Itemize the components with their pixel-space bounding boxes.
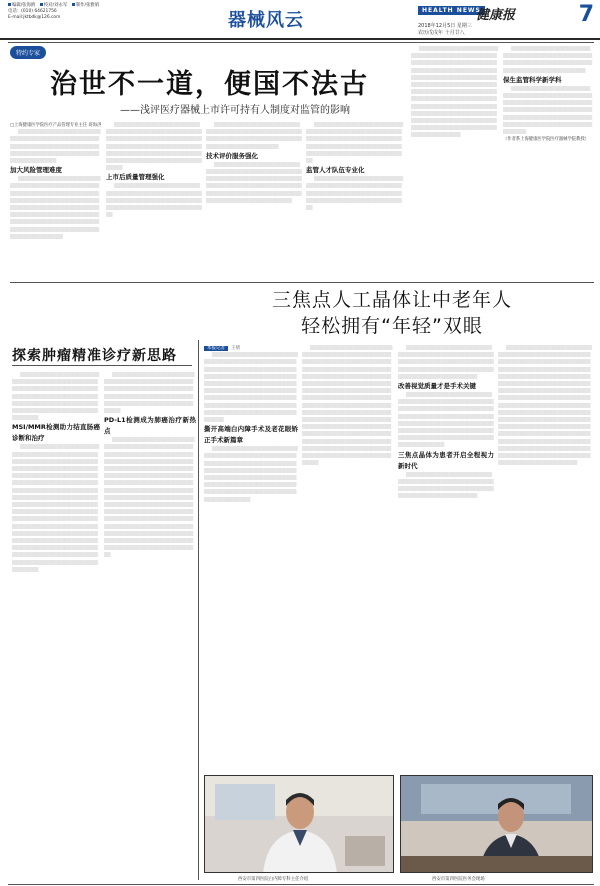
section-divider	[10, 282, 594, 283]
email-text: E-mail:jktbdk@126.com	[8, 15, 61, 20]
article-column	[106, 122, 202, 282]
body-text: ▒▒▒▒▒▒▒▒▒▒▒▒▒▒▒▒▒▒▒▒▒▒▒▒▒▒▒▒▒▒▒▒▒▒▒▒▒▒▒▒▒▒▒▒▒▒▒▒▒▒▒▒▒▒▒▒▒▒▒▒▒▒▒▒▒▒▒▒▒▒▒▒▒▒▒▒▒▒▒▒▒▒▒▒▒▒▒▒▒▒▒▒▒▒▒▒▒▒▒▒▒▒▒	[503, 47, 593, 74]
phone-text: 电话：(010) 64621756	[8, 9, 57, 14]
article-column	[306, 122, 404, 282]
article-column	[398, 345, 494, 770]
conference-image	[401, 776, 593, 873]
lunar-date: 农历戊戌年 十月廿八	[418, 30, 465, 36]
title-underline	[12, 365, 192, 366]
editor-item: 校对/刘永军	[40, 3, 67, 9]
masthead-info	[8, 3, 148, 21]
body-text: ▒▒▒▒▒▒▒▒▒▒▒▒▒▒▒▒▒▒▒▒▒▒▒▒▒▒▒▒▒▒▒▒▒▒▒▒▒▒▒▒▒▒▒▒▒▒▒▒▒▒▒▒▒▒▒▒▒▒▒▒▒▒▒▒▒▒▒▒▒▒▒▒▒▒▒▒▒▒▒▒▒▒▒▒▒▒▒▒▒▒▒▒▒▒▒▒▒▒▒▒▒▒▒▒▒▒▒▒▒▒▒▒▒▒▒▒▒▒▒▒▒▒▒▒▒▒▒▒▒▒▒▒▒▒▒▒▒▒▒▒▒▒▒▒▒▒▒▒▒▒▒▒▒▒▒▒▒▒▒▒▒▒▒▒▒▒▒▒▒▒▒▒▒▒▒▒▒▒▒▒▒▒▒▒▒▒▒▒▒▒▒▒▒▒▒▒▒▒▒▒▒▒▒▒▒▒▒▒▒▒▒▒▒▒▒▒▒▒▒▒▒▒▒▒▒▒▒▒▒▒▒▒▒▒▒▒▒▒▒▒▒▒▒▒▒▒▒▒▒▒▒▒▒▒▒▒▒▒▒▒▒▒▒▒▒▒▒▒▒▒▒▒▒▒▒▒▒▒▒▒▒▒▒▒▒▒▒▒▒▒▒▒▒▒▒▒▒▒▒▒▒▒▒▒▒▒▒▒▒▒▒▒▒▒▒▒▒▒▒▒▒▒▒▒▒▒▒▒▒▒▒▒▒▒▒▒▒▒▒▒▒▒▒▒▒▒▒▒▒▒▒▒▒▒▒▒▒▒▒▒▒▒▒▒▒▒▒▒▒▒▒▒▒▒▒▒▒▒▒▒▒▒▒▒▒▒▒▒▒▒▒▒▒▒▒▒▒▒▒▒▒▒▒▒▒▒▒▒▒▒▒▒▒▒▒▒▒▒▒▒▒▒▒▒▒▒▒▒▒▒▒▒	[104, 438, 195, 559]
body-text: ▒▒▒▒▒▒▒▒▒▒▒▒▒▒▒▒▒▒▒▒▒▒▒▒▒▒▒▒▒▒▒▒▒▒▒▒▒▒▒▒▒▒▒▒▒▒▒▒▒▒▒▒▒▒▒▒▒▒▒▒▒▒▒▒▒▒▒▒▒▒▒▒▒▒▒▒▒▒▒▒▒▒▒▒▒▒▒▒▒▒▒▒▒▒▒▒▒▒▒▒▒▒▒▒▒▒▒▒▒▒▒▒▒▒▒▒▒▒▒▒▒▒▒▒▒▒▒▒▒▒▒▒▒▒▒▒▒▒▒▒▒▒▒▒▒▒▒▒▒▒▒▒▒▒▒▒▒▒▒▒▒▒▒▒▒▒▒▒▒▒▒▒▒▒▒▒▒▒▒▒▒▒▒▒▒▒▒▒▒▒▒▒▒▒▒▒▒▒▒▒▒▒▒▒▒▒▒▒▒▒▒▒▒▒▒▒▒▒▒▒▒▒▒▒▒▒▒▒▒▒▒▒▒▒▒▒▒▒▒▒▒▒▒▒▒▒▒▒▒▒▒▒▒▒▒▒▒▒▒▒▒▒▒▒▒▒▒▒▒▒▒▒▒▒▒▒▒▒▒▒▒▒▒▒▒▒▒▒▒▒▒▒▒▒▒▒▒▒▒▒▒▒▒▒▒▒▒▒▒▒▒▒▒▒▒▒▒▒▒▒▒▒▒▒▒	[411, 47, 499, 139]
main-subheadline: ——浅评医疗器械上市许可持有人制度对监管的影响	[120, 105, 350, 116]
top-headline-block	[10, 46, 405, 118]
article-author: □上海健康医学院医疗产品管理专业主任 蒋海洪	[10, 123, 102, 128]
doctor-portrait-image	[205, 776, 394, 873]
section-divider	[8, 42, 594, 43]
body-text: ▒▒▒▒▒▒▒▒▒▒▒▒▒▒▒▒▒▒▒▒▒▒▒▒▒▒▒▒▒▒▒▒▒▒▒▒▒▒▒▒▒▒▒▒▒▒▒▒▒▒▒▒▒▒▒▒▒▒▒▒▒▒▒▒▒▒▒▒▒▒▒▒▒▒▒▒▒▒▒▒▒▒▒▒▒▒▒▒▒▒▒▒▒▒▒▒▒▒▒▒▒▒▒▒▒▒▒▒▒▒▒▒▒▒▒▒▒▒▒▒	[10, 130, 101, 165]
article-column	[498, 345, 593, 770]
byline-tag: 本报记者	[204, 346, 228, 351]
doctor-photo	[204, 775, 394, 873]
body-text: ▒▒▒▒▒▒▒▒▒▒▒▒▒▒▒▒▒▒▒▒▒▒▒▒▒▒▒▒▒▒▒▒▒▒▒▒▒▒▒▒▒▒▒▒▒▒▒▒▒▒▒▒▒▒▒▒▒▒▒▒▒▒▒▒▒▒▒▒▒▒▒▒▒▒▒▒▒▒▒▒▒▒▒▒▒▒▒▒▒▒▒▒▒▒▒▒▒▒▒▒▒▒▒▒▒▒▒▒▒▒▒▒▒▒▒▒▒▒▒▒▒▒▒▒▒▒▒▒▒▒▒▒▒▒▒▒▒▒▒▒▒▒▒▒▒▒▒▒▒▒▒▒▒▒▒▒▒▒▒▒▒▒▒▒▒▒▒▒▒▒▒▒▒▒▒▒▒▒▒▒▒▒▒▒▒▒▒▒▒▒▒▒▒▒▒▒▒▒▒▒▒▒▒▒▒▒▒▒▒▒▒▒▒▒▒▒▒▒▒▒▒▒▒▒▒▒▒▒▒▒▒▒▒▒▒▒▒▒▒▒▒▒▒▒▒▒▒▒▒▒▒▒▒▒▒▒▒▒▒▒▒▒▒▒▒▒▒▒▒▒▒▒▒▒▒▒▒▒▒▒▒▒▒▒▒▒▒▒▒▒▒▒▒▒▒▒▒▒▒▒▒▒▒▒▒▒▒▒▒▒▒▒▒▒▒▒▒▒▒▒▒▒▒▒▒▒▒▒▒▒▒▒▒▒▒▒▒▒▒▒▒▒▒▒▒▒▒▒▒▒▒▒▒▒▒▒▒▒▒▒▒▒▒▒▒▒▒▒▒▒▒▒▒▒▒▒▒▒▒▒▒▒▒▒▒▒▒▒▒▒▒▒▒▒▒▒▒▒▒▒▒▒▒▒▒▒▒▒▒▒▒▒▒▒▒▒▒▒▒▒▒▒▒▒▒▒▒▒▒▒▒▒▒▒▒▒▒▒▒▒▒▒▒▒▒▒▒▒▒▒▒▒▒▒▒▒▒▒▒▒▒▒▒▒▒▒▒▒▒▒	[498, 346, 592, 467]
byline-name: 王倩	[231, 346, 240, 351]
masthead-brand-block	[418, 4, 594, 38]
body-text: ▒▒▒▒▒▒▒▒▒▒▒▒▒▒▒▒▒▒▒▒▒▒▒▒▒▒▒▒▒▒▒▒▒▒▒▒▒▒▒▒▒▒▒▒▒▒▒▒▒▒▒▒▒▒▒▒▒▒▒▒▒▒▒▒▒▒▒▒▒▒▒▒▒▒▒▒▒▒▒▒▒▒▒▒▒▒▒▒▒▒▒▒▒▒▒▒▒▒▒▒▒▒▒▒▒▒▒▒▒▒▒▒▒▒▒	[106, 184, 202, 219]
section-subhead: PD-L1检测成为肺癌治疗新热点	[104, 416, 196, 436]
section-title: 器械风云	[228, 10, 304, 31]
lens-headline	[192, 287, 592, 339]
photo-caption: 西安市第四医院白内障专科主任介绍	[238, 877, 309, 882]
body-text: ▒▒▒▒▒▒▒▒▒▒▒▒▒▒▒▒▒▒▒▒▒▒▒▒▒▒▒▒▒▒▒▒▒▒▒▒▒▒▒▒▒▒▒▒▒▒▒▒▒▒▒▒▒▒▒▒▒▒▒▒▒▒▒▒▒▒▒▒▒▒▒▒▒▒▒▒▒▒▒▒▒▒▒▒▒▒▒▒▒▒▒▒▒▒▒▒▒▒▒▒▒▒▒▒▒▒▒▒▒▒▒▒▒▒▒▒	[306, 177, 404, 212]
lens-headline-line: 轻松拥有“年轻”双眼	[301, 315, 483, 337]
body-text: ▒▒▒▒▒▒▒▒▒▒▒▒▒▒▒▒▒▒▒▒▒▒▒▒▒▒▒▒▒▒▒▒▒▒▒▒▒▒▒▒▒▒▒▒▒▒▒▒▒▒▒▒▒▒▒▒▒▒▒▒▒▒▒▒▒▒▒▒▒▒▒▒▒▒▒▒▒▒▒▒▒▒▒▒▒▒▒▒▒▒▒▒▒▒▒▒▒▒▒▒▒▒▒▒▒▒▒▒▒▒▒▒▒▒▒▒▒▒▒▒▒▒▒▒▒▒▒▒▒▒▒▒▒▒▒▒▒▒▒▒▒▒▒▒▒▒▒▒▒▒▒▒▒▒▒▒▒▒▒▒▒▒▒▒▒▒▒▒▒▒▒▒▒▒▒▒▒▒▒▒▒▒▒▒▒▒▒▒▒▒▒▒▒▒▒▒▒▒▒▒▒▒▒▒▒▒▒▒▒▒▒▒▒▒▒▒▒▒▒▒▒▒▒▒▒▒▒▒▒▒	[10, 177, 101, 240]
issue-date: 2018年12月5日 星期三	[418, 23, 472, 29]
body-text: ▒▒▒▒▒▒▒▒▒▒▒▒▒▒▒▒▒▒▒▒▒▒▒▒▒▒▒▒▒▒▒▒▒▒▒▒▒▒▒▒▒▒▒▒▒▒▒▒▒▒▒▒▒▒▒▒▒▒▒▒▒▒▒▒▒▒▒▒▒▒▒▒▒▒▒▒▒▒▒▒▒▒▒▒▒▒▒▒▒▒▒▒▒▒▒▒▒▒▒▒▒▒▒▒▒▒▒▒▒▒▒▒▒▒▒▒▒▒▒▒▒▒▒▒▒▒▒▒▒▒▒▒▒▒▒▒▒▒▒▒▒▒▒▒▒▒▒▒▒▒▒▒▒▒▒▒▒▒▒▒▒▒▒▒▒▒▒▒	[206, 162, 302, 204]
section-subhead: 保生监管科学新学科	[503, 75, 562, 84]
body-text: ▒▒▒▒▒▒▒▒▒▒▒▒▒▒▒▒▒▒▒▒▒▒▒▒▒▒▒▒▒▒▒▒▒▒▒▒▒▒▒▒▒▒▒▒▒▒▒▒▒▒▒▒▒▒▒▒▒▒▒▒▒▒▒▒▒▒▒▒▒▒▒▒▒▒▒▒▒▒▒▒▒▒▒▒▒▒▒▒▒▒▒▒▒▒▒▒▒▒▒▒▒▒▒▒▒▒▒▒▒▒▒▒▒▒▒▒▒▒▒▒▒▒▒▒▒▒▒▒▒▒▒▒▒▒▒▒▒	[398, 346, 494, 380]
bottom-rule	[8, 884, 594, 885]
section-subhead: 三焦点晶体为患者开启全程视力新时代	[398, 450, 494, 470]
body-text: ▒▒▒▒▒▒▒▒▒▒▒▒▒▒▒▒▒▒▒▒▒▒▒▒▒▒▒▒▒▒▒▒▒▒▒▒▒▒▒▒▒▒▒▒▒▒▒▒▒▒▒▒▒▒▒▒▒▒▒▒▒▒▒▒▒▒▒▒▒▒▒▒▒▒▒▒▒▒▒▒▒▒▒▒▒▒▒▒▒▒▒▒▒▒▒▒▒▒▒▒▒▒▒▒▒▒▒▒▒▒▒▒▒▒▒▒▒▒▒▒▒▒▒▒▒▒▒▒▒▒▒▒▒▒▒▒▒▒▒▒▒▒▒▒▒▒▒▒▒▒▒▒▒▒▒▒▒▒▒▒▒▒▒▒▒▒▒▒▒▒▒▒▒▒▒▒▒▒▒▒▒▒▒▒▒▒▒▒▒▒▒▒▒▒▒▒▒▒▒▒▒▒▒▒▒▒▒▒▒▒▒▒▒▒▒▒▒▒▒▒▒▒▒▒▒▒▒▒▒▒▒▒▒▒▒▒▒▒▒▒▒▒▒▒▒▒▒▒▒▒▒▒▒▒▒▒▒▒▒▒▒▒▒▒▒▒▒▒▒▒▒▒▒▒▒▒▒▒▒▒▒▒▒▒▒▒▒▒▒▒▒▒▒▒▒▒▒▒▒▒▒▒▒▒▒▒▒▒▒▒▒▒▒▒▒▒▒▒▒▒▒▒▒▒▒▒▒▒▒▒▒▒▒▒▒▒▒▒▒▒▒▒▒▒▒▒▒▒▒▒▒▒▒▒▒▒▒▒▒▒▒▒▒▒▒▒▒▒▒▒▒▒▒▒▒▒▒▒▒▒▒▒▒▒▒▒▒▒▒▒▒▒▒▒▒▒▒▒▒▒▒▒▒▒▒▒▒▒▒▒▒▒▒▒▒▒▒▒▒▒▒▒▒▒▒▒▒▒▒▒▒▒▒▒▒▒▒▒▒▒▒▒▒▒▒▒▒▒	[12, 445, 100, 573]
body-text: ▒▒▒▒▒▒▒▒▒▒▒▒▒▒▒▒▒▒▒▒▒▒▒▒▒▒▒▒▒▒▒▒▒▒▒▒▒▒▒▒▒▒▒▒▒▒▒▒▒▒▒▒▒▒▒▒▒▒▒▒▒▒▒▒▒▒▒▒▒▒▒▒▒▒▒▒▒▒▒▒▒▒▒▒▒▒▒▒▒▒▒▒▒▒▒▒▒▒▒▒▒▒▒▒▒▒▒▒	[398, 472, 494, 500]
photo-caption: 西安市第四医院医务会现场	[432, 877, 485, 882]
editor-item: 制作/张雅娟	[72, 3, 99, 9]
article-column	[302, 345, 394, 770]
lens-headline-line: 三焦点人工晶体让中老年人	[271, 289, 512, 311]
column-divider	[198, 340, 199, 880]
body-text: ▒▒▒▒▒▒▒▒▒▒▒▒▒▒▒▒▒▒▒▒▒▒▒▒▒▒▒▒▒▒▒▒▒▒▒▒▒▒▒▒▒▒▒▒▒▒▒▒▒▒▒▒▒▒▒▒▒▒▒▒▒▒▒▒▒▒▒▒▒▒▒▒▒▒▒▒▒▒▒▒▒▒▒▒▒▒▒▒▒▒▒▒▒▒▒▒▒▒▒▒▒▒▒▒▒▒▒▒▒▒▒▒▒▒▒▒▒▒▒▒▒▒▒▒▒▒▒▒▒▒▒▒▒▒▒▒▒▒▒▒▒▒▒▒▒▒▒▒▒▒▒▒▒▒▒▒▒▒▒▒▒▒▒▒▒▒▒▒▒▒▒▒▒▒▒▒▒▒▒▒▒▒▒▒▒▒▒▒▒▒▒▒▒▒▒▒▒▒▒▒▒▒▒▒▒▒▒▒	[204, 447, 298, 503]
section-subhead: 技术评价服务强化	[206, 151, 258, 160]
body-text: ▒▒▒▒▒▒▒▒▒▒▒▒▒▒▒▒▒▒▒▒▒▒▒▒▒▒▒▒▒▒▒▒▒▒▒▒▒▒▒▒▒▒▒▒▒▒▒▒▒▒▒▒▒▒▒▒▒▒▒▒▒▒▒▒▒▒▒▒▒▒▒▒▒▒▒▒▒▒▒▒▒▒▒▒▒▒▒▒▒▒▒▒▒▒▒▒▒▒▒▒▒▒▒▒▒▒▒▒▒▒▒▒▒▒▒▒▒▒▒▒▒▒▒▒▒▒▒▒▒▒▒▒▒▒▒▒▒▒▒▒▒▒▒▒▒▒▒▒▒▒▒▒▒▒▒▒▒▒▒▒▒▒▒▒▒▒▒▒▒▒▒▒▒▒▒▒▒▒▒▒▒▒▒▒▒▒▒▒▒▒▒▒▒▒▒▒▒▒▒▒▒▒▒▒▒▒▒▒▒▒▒▒▒▒▒▒▒▒▒▒▒▒▒▒▒▒▒▒▒▒▒▒▒▒▒▒▒▒▒▒▒▒▒▒▒▒▒▒▒▒▒▒▒▒▒▒	[204, 353, 298, 424]
brand-logo: 健康报	[476, 8, 516, 23]
article-column	[204, 345, 298, 770]
section-subhead: MSI/MMR检测助力结直肠癌诊断和治疗	[12, 423, 100, 443]
section-subhead: 撕开高端白内障手术及老花眼矫正手术新篇章	[204, 425, 298, 445]
section-subhead: 上市后质量管理强化	[106, 173, 165, 182]
main-headline: 治世不一道，便国不法古	[50, 69, 369, 100]
body-text: ▒▒▒▒▒▒▒▒▒▒▒▒▒▒▒▒▒▒▒▒▒▒▒▒▒▒▒▒▒▒▒▒▒▒▒▒▒▒▒▒▒▒▒▒▒▒▒▒▒▒▒▒▒▒▒▒▒▒▒▒▒▒▒▒▒▒▒▒▒▒▒▒▒▒▒▒▒▒▒▒▒▒▒▒▒▒▒▒▒▒▒▒▒▒▒▒▒▒▒▒▒▒▒▒▒▒	[206, 123, 302, 150]
byline	[204, 345, 298, 352]
body-text: ▒▒▒▒▒▒▒▒▒▒▒▒▒▒▒▒▒▒▒▒▒▒▒▒▒▒▒▒▒▒▒▒▒▒▒▒▒▒▒▒▒▒▒▒▒▒▒▒▒▒▒▒▒▒▒▒▒▒▒▒▒▒▒▒▒▒▒▒▒▒▒▒▒▒▒▒▒▒▒▒▒▒▒▒▒▒▒▒▒▒▒▒▒▒▒▒▒▒▒▒▒▒▒▒▒▒▒▒▒▒▒▒▒▒▒▒▒▒▒▒▒▒▒▒▒▒▒▒▒▒▒▒▒▒▒▒▒▒▒▒▒▒▒▒▒▒▒▒▒▒▒▒▒▒▒▒▒▒▒▒▒▒▒▒▒▒▒▒▒▒▒▒▒▒▒▒	[106, 123, 202, 172]
article-column	[10, 122, 102, 337]
article-column	[206, 122, 302, 282]
masthead	[0, 0, 600, 40]
body-text: ▒▒▒▒▒▒▒▒▒▒▒▒▒▒▒▒▒▒▒▒▒▒▒▒▒▒▒▒▒▒▒▒▒▒▒▒▒▒▒▒▒▒▒▒▒▒▒▒▒▒▒▒▒▒▒▒▒▒▒▒▒▒▒▒▒▒▒▒▒▒▒▒▒▒▒▒▒▒▒▒▒▒▒▒▒▒▒▒▒▒▒▒▒▒▒▒▒▒▒▒▒▒▒▒▒▒▒▒▒▒▒▒▒▒▒▒▒▒▒▒▒▒▒▒▒▒▒▒▒▒▒▒▒▒▒▒▒▒▒▒▒▒▒▒▒▒▒▒▒▒▒▒▒▒▒▒▒▒▒▒▒▒▒▒▒▒▒▒▒▒▒▒▒▒▒▒▒▒▒▒▒▒▒▒▒▒▒▒▒▒▒▒▒▒▒▒▒▒▒▒▒▒▒▒▒▒▒▒▒▒▒▒▒▒▒▒▒▒▒▒▒▒▒▒▒▒▒▒▒▒▒▒▒▒▒▒▒▒▒▒▒▒▒▒▒▒▒▒▒▒▒▒▒▒▒▒▒▒▒▒▒▒▒▒▒▒▒▒▒▒▒▒▒▒▒▒▒▒▒▒▒▒▒▒▒▒▒▒▒▒▒▒▒▒▒▒▒▒▒▒▒▒▒▒▒▒▒▒▒▒▒▒▒▒▒▒▒▒▒▒▒▒▒▒▒▒▒▒▒▒▒▒▒▒▒▒▒▒▒▒▒▒▒▒▒▒▒▒▒▒▒▒▒▒▒▒▒▒▒▒▒▒▒▒▒▒▒▒▒▒▒▒▒▒▒▒▒▒▒▒▒▒▒▒▒▒▒▒▒▒▒▒▒▒▒▒▒▒▒▒▒▒▒▒▒▒▒▒▒▒▒▒▒▒▒▒▒▒▒▒▒▒▒▒▒▒▒▒▒▒▒▒▒▒▒	[302, 346, 393, 467]
column-tag: 特约专家	[10, 46, 46, 59]
body-text: ▒▒▒▒▒▒▒▒▒▒▒▒▒▒▒▒▒▒▒▒▒▒▒▒▒▒▒▒▒▒▒▒▒▒▒▒▒▒▒▒▒▒▒▒▒▒▒▒▒▒▒▒▒▒▒▒▒▒▒▒▒▒▒▒▒▒▒▒▒▒▒▒▒▒▒▒▒▒▒▒▒▒▒▒▒▒▒▒▒▒▒▒▒▒▒▒▒▒▒▒▒▒▒▒▒▒▒▒▒▒▒▒▒▒▒▒▒▒▒▒▒▒▒▒▒▒▒▒▒▒▒▒▒▒▒▒▒▒▒▒▒▒▒▒▒	[306, 123, 404, 165]
section-subhead: 加大风险管理难度	[10, 166, 62, 175]
article-column	[411, 46, 499, 272]
body-text: ▒▒▒▒▒▒▒▒▒▒▒▒▒▒▒▒▒▒▒▒▒▒▒▒▒▒▒▒▒▒▒▒▒▒▒▒▒▒▒▒▒▒▒▒▒▒▒▒▒▒▒▒▒▒▒▒▒▒▒▒▒▒▒▒▒▒▒▒▒▒▒▒▒▒▒▒▒▒▒▒▒▒▒▒▒▒▒▒▒▒▒▒▒▒▒▒▒▒▒▒▒▒▒▒▒▒▒▒▒▒▒▒▒▒▒▒▒▒▒▒▒▒▒▒▒▒▒▒▒▒▒▒▒▒▒▒▒▒	[104, 373, 195, 415]
article-column	[104, 372, 196, 877]
article-column	[503, 46, 593, 272]
author-note: （作者系上海健康医学院医疗器械学院教授）	[503, 137, 589, 143]
body-text: ▒▒▒▒▒▒▒▒▒▒▒▒▒▒▒▒▒▒▒▒▒▒▒▒▒▒▒▒▒▒▒▒▒▒▒▒▒▒▒▒▒▒▒▒▒▒▒▒▒▒▒▒▒▒▒▒▒▒▒▒▒▒▒▒▒▒▒▒▒▒▒▒▒▒▒▒▒▒▒▒▒▒▒▒▒▒▒▒▒▒▒▒▒▒▒▒▒▒▒▒▒▒▒▒▒▒▒▒▒▒▒▒▒▒▒▒▒▒▒▒▒▒▒▒▒▒▒▒▒▒▒▒▒▒▒▒▒▒▒▒▒▒▒▒▒▒▒▒▒▒▒▒▒▒▒▒▒▒▒▒▒▒▒▒▒▒	[503, 86, 593, 136]
tumor-article-title: 探索肿瘤精准诊疗新思路	[12, 348, 177, 364]
page-number: 7	[578, 2, 594, 27]
section-subhead: 改善视觉质量才是手术关键	[398, 382, 476, 391]
body-text: ▒▒▒▒▒▒▒▒▒▒▒▒▒▒▒▒▒▒▒▒▒▒▒▒▒▒▒▒▒▒▒▒▒▒▒▒▒▒▒▒▒▒▒▒▒▒▒▒▒▒▒▒▒▒▒▒▒▒▒▒▒▒▒▒▒▒▒▒▒▒▒▒▒▒▒▒▒▒▒▒▒▒▒▒▒▒▒▒▒▒▒▒▒▒▒▒▒▒▒▒▒▒▒▒▒▒▒▒▒▒▒▒▒▒▒▒▒▒▒▒▒▒▒▒▒▒▒▒▒▒▒▒▒▒▒▒▒▒▒▒▒▒▒▒▒▒▒▒▒▒▒▒▒▒▒▒▒▒▒▒▒▒▒▒▒▒▒▒▒▒▒▒▒▒▒▒▒▒▒▒▒▒▒▒▒▒▒▒▒▒▒▒▒▒▒▒▒▒▒▒▒▒▒▒▒▒▒▒▒▒▒▒▒▒	[398, 393, 494, 449]
section-subhead: 监管人才队伍专业化	[306, 166, 365, 175]
news-label: HEALTH NEWS	[418, 6, 485, 15]
article-column	[12, 372, 100, 877]
body-text: ▒▒▒▒▒▒▒▒▒▒▒▒▒▒▒▒▒▒▒▒▒▒▒▒▒▒▒▒▒▒▒▒▒▒▒▒▒▒▒▒▒▒▒▒▒▒▒▒▒▒▒▒▒▒▒▒▒▒▒▒▒▒▒▒▒▒▒▒▒▒▒▒▒▒▒▒▒▒▒▒▒▒▒▒▒▒▒▒▒▒▒▒▒▒▒▒▒▒▒▒▒▒▒▒▒▒▒▒▒▒▒▒▒▒▒▒▒▒▒▒▒▒▒▒▒▒▒▒▒▒▒▒▒▒▒▒▒▒▒▒▒▒▒▒▒▒▒▒▒▒▒▒▒▒▒▒▒▒▒▒▒▒	[12, 373, 100, 422]
event-photo	[400, 775, 593, 873]
editor-item: 编辑/张海鸥	[8, 3, 35, 9]
